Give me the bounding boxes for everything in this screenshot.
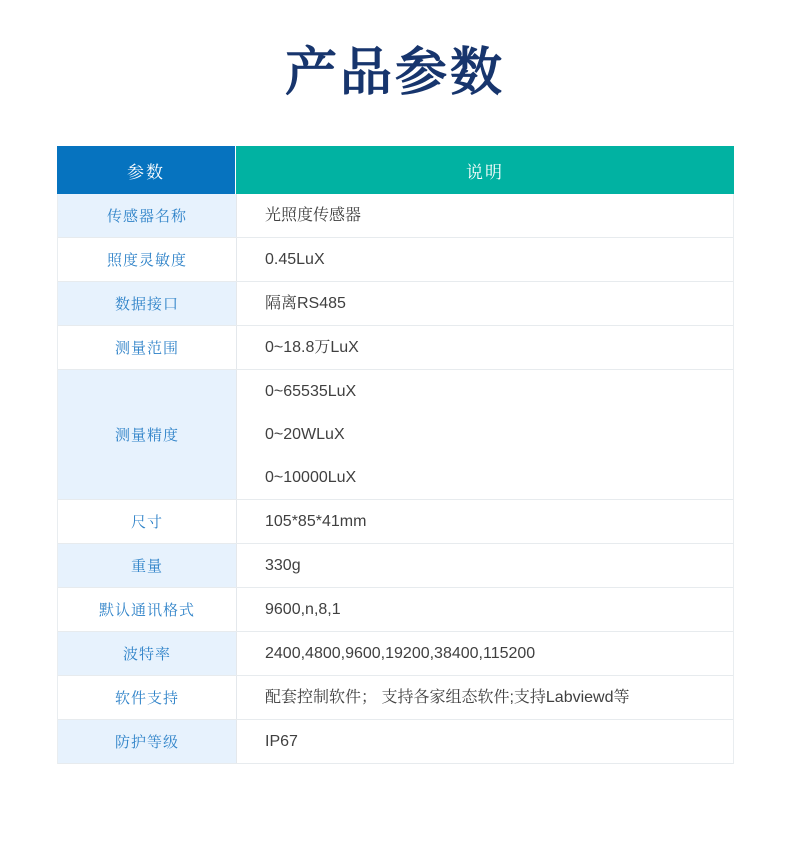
table-row <box>58 238 733 282</box>
param-cell: 照度灵敏度 <box>58 238 236 281</box>
desc-cell <box>236 544 733 587</box>
param-cell: 测量范围 <box>58 326 236 369</box>
table-row <box>58 282 733 326</box>
desc-cell <box>236 500 733 543</box>
header-cell-desc: 说明 <box>235 146 734 194</box>
param-cell: 测量精度 <box>58 370 236 499</box>
desc-line: 2400,4800,9600,19200,38400,115200 <box>265 645 536 662</box>
desc-line: 9600,n,8,1 <box>265 601 341 618</box>
table-row <box>58 720 733 764</box>
param-cell: 默认通讯格式 <box>58 588 236 631</box>
table-row <box>58 370 733 500</box>
desc-cell <box>236 632 733 675</box>
desc-line: 105*85*41mm <box>265 513 367 530</box>
table-body <box>57 194 734 764</box>
desc-line: 0~10000LuX <box>265 469 357 486</box>
table-row <box>58 194 733 238</box>
desc-cell <box>236 194 733 237</box>
desc-line: 0~20WLuX <box>265 426 345 443</box>
param-cell: 重量 <box>58 544 236 587</box>
desc-cell <box>236 370 733 499</box>
param-cell: 防护等级 <box>58 720 236 763</box>
desc-line: 光照度传感器 <box>265 207 362 224</box>
desc-cell <box>236 588 733 631</box>
table-row <box>58 632 733 676</box>
desc-cell <box>236 720 733 763</box>
param-cell: 传感器名称 <box>58 194 236 237</box>
param-cell: 软件支持 <box>58 676 236 719</box>
desc-line: 配套控制软件； 支持各家组态软件;支持Labviewd等 <box>265 689 630 706</box>
param-cell: 数据接口 <box>58 282 236 325</box>
table-row <box>58 326 733 370</box>
header-cell-param: 参数 <box>57 146 235 194</box>
table-row <box>58 544 733 588</box>
spec-table <box>57 146 734 764</box>
desc-line: 330g <box>265 557 301 574</box>
desc-cell <box>236 282 733 325</box>
desc-line: 0~65535LuX <box>265 383 357 400</box>
param-cell: 波特率 <box>58 632 236 675</box>
desc-line: 隔离RS485 <box>265 295 346 312</box>
table-row <box>58 588 733 632</box>
desc-cell <box>236 676 733 719</box>
table-header-row <box>57 146 734 194</box>
page-title: 产品参数 <box>284 44 505 102</box>
table-row <box>58 676 733 720</box>
desc-line: 0~18.8万LuX <box>265 339 359 356</box>
table-row <box>58 500 733 544</box>
param-cell: 尺寸 <box>58 500 236 543</box>
desc-line: IP67 <box>265 733 298 750</box>
desc-cell <box>236 238 733 281</box>
desc-cell <box>236 326 733 369</box>
desc-line: 0.45LuX <box>265 251 325 268</box>
